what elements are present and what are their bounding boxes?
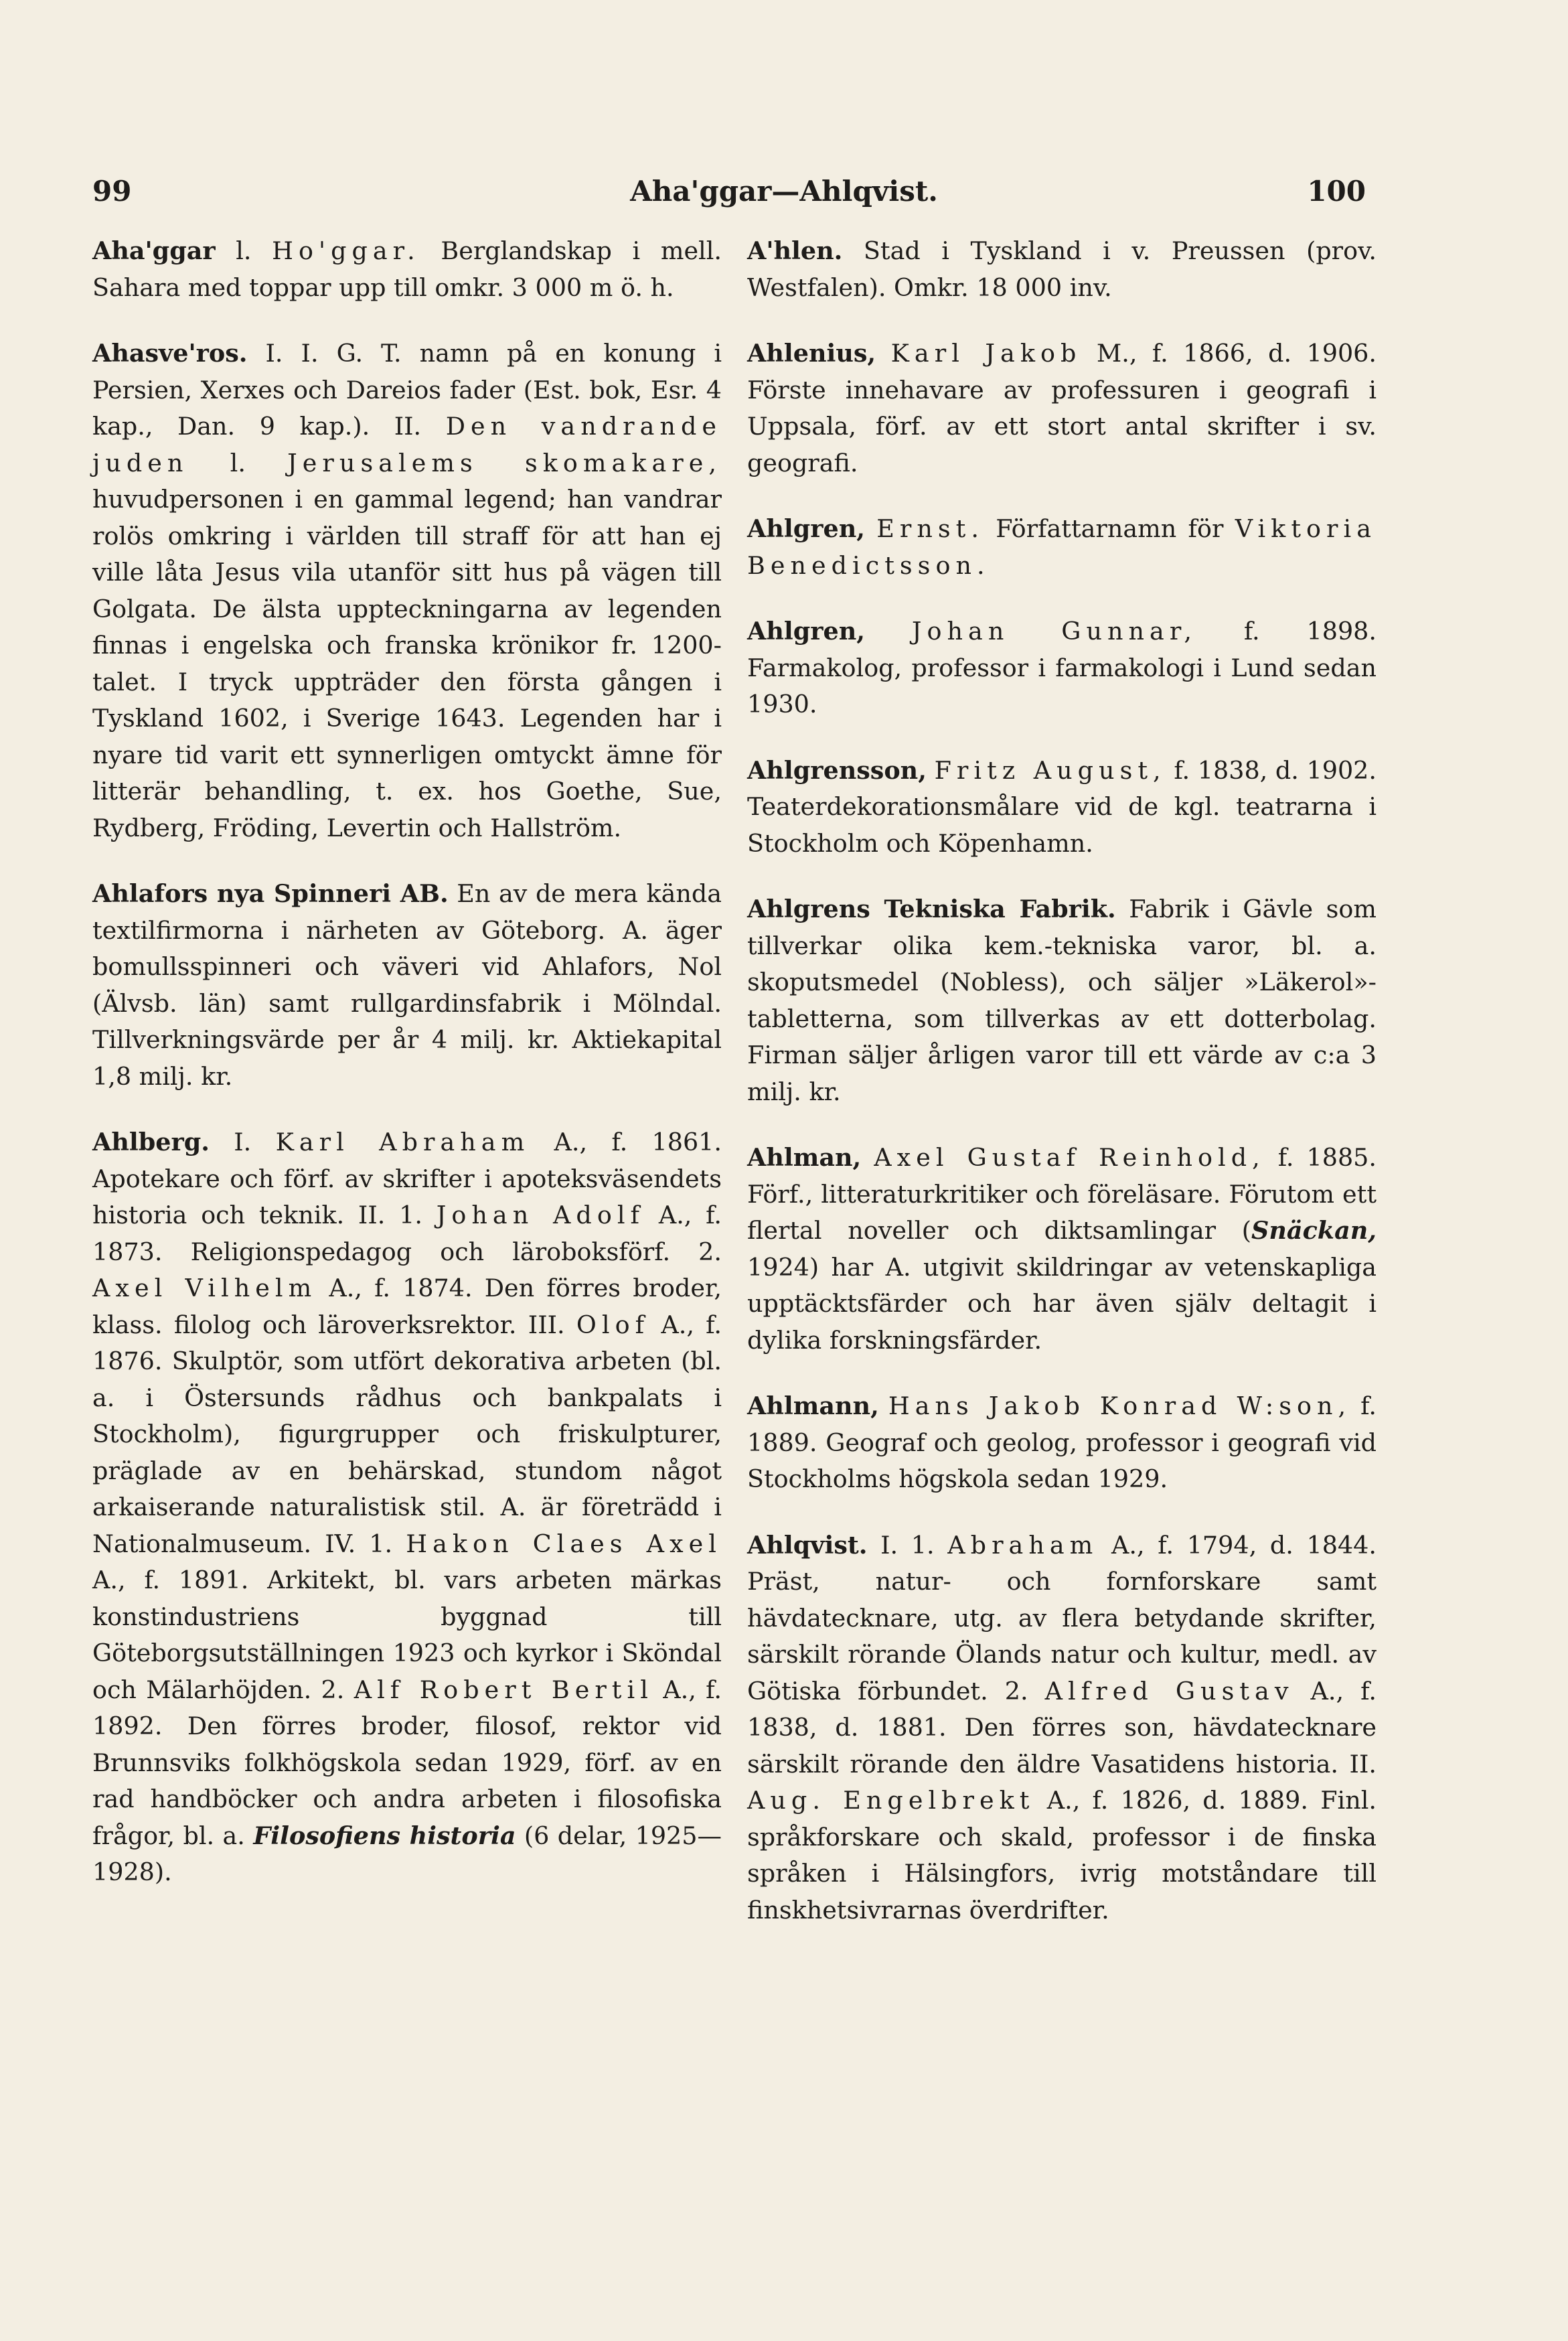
entry-text [879, 1391, 888, 1420]
headword: Ahlgren, [747, 617, 865, 646]
spaced-name: Karl Jakob [890, 339, 1082, 368]
italic-title: Snäckan, [1251, 1216, 1377, 1245]
spaced-name: Aug. Engelbrekt [747, 1786, 1035, 1815]
spaced-name: Viktoria Benedictsson. [747, 514, 1377, 580]
entry-ahlen [747, 233, 1377, 306]
spaced-name: Johan Adolf [436, 1201, 645, 1229]
headword: Ahlenius, [747, 339, 876, 368]
entry-text: A., f. 1838, d. 1881. Den förres son, hävdatecknare särskilt rörande den äldre Vasatidens historia. II. [747, 1676, 1377, 1779]
entry-text: huvudpersonen i en gammal legend; han vandrar rolös omkring i världen till straff för att han ej ville låta Jesus vila utanför sitt hus på vägen till Golgata. De älsta uppteckningarna av legenden finnas i engelska och franska krönikor fr. 1200-talet. I tryck uppträder den första gången i Tyskland 1602, i Sverige 1643. Legenden har i nyare tid varit ett synnerligen omtyckt ämne för litterär behandling, t. ex. hos Goethe, Sue, Rydberg, Fröding, Levertin och Hallström. [92, 485, 722, 842]
spaced-name: Ernst. [876, 514, 985, 543]
page-number-right: 100 [1307, 175, 1366, 208]
entry-text: f. 1889. Geograf och geolog, professor i geografi vid Stockholms högskola sedan 1929. [747, 1391, 1377, 1493]
entry-text: (6 delar, 1925—1928). [92, 1821, 722, 1886]
spaced-name: Hans Jakob Konrad W:son, [888, 1391, 1352, 1420]
entry-text: I. [209, 1128, 276, 1156]
entry-text [865, 514, 876, 543]
entry-text: l. [188, 448, 288, 477]
entry-text: Stad i Tyskland i v. Preussen (prov. Westfalen). Omkr. 18 000 inv. [747, 236, 1377, 302]
entry-ahlberg [92, 1124, 722, 1891]
entry-text [861, 1143, 874, 1172]
entry-text: A., f. 1873. Religionspedagog och läroboksförf. 2. [92, 1201, 722, 1266]
headword: Aha'ggar [92, 236, 216, 265]
headword: Ahlgren, [747, 514, 865, 543]
entry-text: I. 1. [867, 1530, 948, 1560]
entry-ahlenius [747, 335, 1377, 481]
entry-text: M., f. 1866, d. 1906. Förste innehavare av professuren i geografi i Uppsala, förf. av ett stort antal skrifter i sv. geografi. [747, 339, 1377, 477]
headword: Ahlgrensson, [747, 755, 927, 785]
running-title: Aha'ggar—Ahlqvist. [630, 175, 938, 208]
entry-ahlqvist [747, 1527, 1377, 1929]
entry-text: A., f. 1892. Den förres broder, filosof, rektor vid Brunnsviks folkhögskola sedan 1929, förf. av en rad handböcker och andra arbeten i filosofiska frågor, bl. a. [92, 1675, 722, 1850]
entry-ahlgrens-tekniska [747, 891, 1377, 1110]
headword: Ahlqvist. [747, 1530, 868, 1560]
spaced-name: Fritz August, [934, 755, 1166, 785]
entry-ahasveros [92, 335, 722, 846]
entry-text: A., f. 1826, d. 1889. Finl. språkforskare och skald, professor i de finska språken i Hälsingfors, ivrig motståndare till finskhetsivrarnas överdrifter. [747, 1786, 1377, 1924]
entry-ahlafors [92, 876, 722, 1095]
italic-title: Filosofiens historia [253, 1821, 516, 1850]
headword: Ahlmann, [747, 1391, 879, 1420]
entry-ahaggar [92, 233, 722, 306]
spaced-name: Hakon Claes Axel [406, 1529, 722, 1558]
entry-text: A., f. 1874. Den förres broder, klass. filolog och läroverksrektor. III. [92, 1274, 722, 1339]
spaced-name: Karl Abraham [275, 1128, 530, 1156]
page-number-left: 99 [92, 175, 132, 208]
entry-text [927, 756, 935, 785]
entry-text: f. 1838, d. 1902. Teaterdekorationsmålare vid de kgl. teatrarna i Stockholm och Köpenhamn. [747, 755, 1377, 858]
entry-text: A., f. 1861. Apotekare och förf. av skrifter i apoteksväsendets historia och teknik. II. 1. [92, 1128, 722, 1229]
right-column [747, 233, 1377, 1958]
entry-text: I. I. G. T. namn på en konung i Persien, Xerxes och Dareios fader (Est. bok, Esr. 4 kap., Dan. 9 kap.). II. [92, 339, 722, 441]
spaced-name: Johan Gunnar, [911, 617, 1197, 646]
spaced-name: Olof [576, 1310, 650, 1339]
entry-text: En av de mera kända textilfirmorna i närheten av Göteborg. A. äger bomullsspinneri och väveri vid Ahlafors, Nol (Älvsb. län) samt rullgardinsfabrik i Mölndal. Tillverkningsvärde per år 4 milj. kr. Aktiekapital 1,8 milj. kr. [92, 879, 722, 1091]
entry-text: f. 1898. Farmakolog, professor i farmakologi i Lund sedan 1930. [747, 617, 1377, 719]
spaced-name: Axel Vilhelm [92, 1274, 317, 1302]
entry-text: l. [215, 236, 272, 265]
spaced-name: Den vandrande juden [92, 412, 722, 477]
entry-ahlmann [747, 1388, 1377, 1498]
entry-text [876, 339, 890, 368]
entry-ahlman [747, 1140, 1377, 1359]
entry-text: Författarnamn för [984, 514, 1235, 543]
spaced-name: Alf Robert Bertil [354, 1675, 653, 1704]
entry-text: A., f. 1876. Skulptör, som utfört dekorativa arbeten (bl. a. i Östersunds rådhus och bankpalats i Stockholm), figurgrupper och friskulpturer, präglade av en behärskad, stundom något arkaiserande naturalistisk stil. A. är företrädd i Nationalmuseum. IV. 1. [92, 1310, 722, 1558]
headword: Ahlgrens Tekniska Fabrik. [747, 895, 1116, 923]
entry-text [865, 617, 912, 646]
spaced-name: Alfred Gustav [1044, 1676, 1294, 1706]
entry-text: Berglandskap i mell. Sahara med toppar upp till omkr. 3 000 m ö. h. [92, 236, 722, 302]
entry-text: Fabrik i Gävle som tillverkar olika kem.-tekniska varor, bl. a. skoputsmedel (Nobless), och säljer »Läkerol»-tabletterna, som tillverkas av ett dotterbolag. Firman säljer årligen varor till ett värde av c:a 3 milj. kr. [747, 895, 1377, 1106]
entry-text: A., f. 1794, d. 1844. Präst, natur- och fornforskare samt hävdatecknare, utg. av flera betydande skrifter, särskilt rörande Ölands natur och kultur, medl. av Götiska förbundet. 2. [747, 1530, 1377, 1706]
page-header [0, 171, 1568, 212]
headword: Ahlberg. [92, 1128, 210, 1156]
entry-text: 1924) har A. utgivit skildringar av vetenskapliga upptäcktsfärder och har även själv deltagit i dylika forskningsfärder. [747, 1252, 1377, 1355]
entry-ahlgren-johan [747, 613, 1377, 723]
entry-ahlgren-ernst [747, 511, 1377, 584]
headword: Ahasve'ros. [92, 339, 248, 368]
spaced-name: Ho'ggar. [272, 236, 420, 265]
headword: Ahlafors nya Spinneri AB. [92, 879, 449, 908]
spaced-name: Abraham [947, 1530, 1099, 1560]
left-column [92, 233, 722, 1920]
entry-text: f. 1885. Förf., litteraturkritiker och föreläsare. Förutom ett flertal noveller och diktsamlingar ( [747, 1143, 1377, 1245]
headword: A'hlen. [747, 236, 843, 265]
spaced-name: Axel Gustaf Reinhold, [874, 1143, 1265, 1172]
spaced-name: Jerusalems skomakare, [287, 448, 722, 477]
headword: Ahlman, [747, 1143, 862, 1172]
entry-text: A., f. 1891. Arkitekt, bl. vars arbeten märkas konstindustriens byggnad till Göteborgsutställningen 1923 och kyrkor i Sköndal och Mälarhöjden. 2. [92, 1566, 722, 1704]
entry-ahlgrensson [747, 753, 1377, 862]
